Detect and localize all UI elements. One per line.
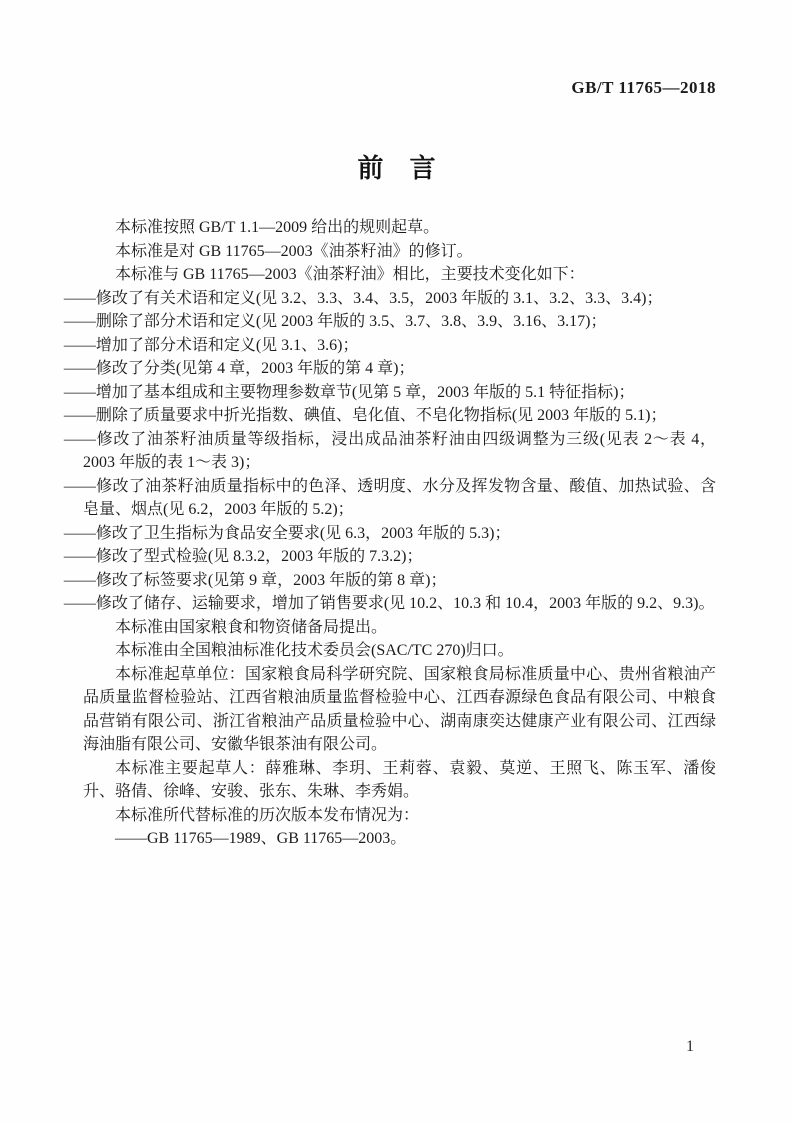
- change-list-item: ——增加了部分术语和定义(见 3.1、3.6)；: [63, 336, 359, 354]
- change-list-item: ——修改了卫生指标为食品安全要求(见 6.3，2003 年版的 5.3)；: [63, 524, 511, 542]
- page-title: 前 言: [357, 153, 436, 183]
- intro-paragraphs: [83, 216, 716, 287]
- change-list-item: ——删除了质量要求中折光指数、碘值、皂化值、不皂化物指标(见 2003 年版的 5.1)；: [63, 407, 667, 424]
- closing-paragraph: 本标准起草单位：国家粮食局科学研究院、国家粮食局标准质量中心、贵州省粮油产品质量监督检验站、江西省粮油质量监督检验中心、江西春源绿色食品有限公司、中粮食品营销有限公司、浙江省粮油产品质量检验中心、湖南康奕达健康产业有限公司、江西绿海油脂有限公司、安徽华银茶油有限公司。: [83, 665, 716, 753]
- closing-paragraph: 本标准由全国粮油标准化技术委员会(SAC/TC 270)归口。: [115, 642, 514, 659]
- change-list-item: ——修改了储存、运输要求，增加了销售要求(见 10.2、10.3 和 10.4，2003 年版的 9.2、9.3)。: [63, 595, 715, 612]
- standard-code-header: GB/T 11765—2018: [571, 78, 716, 97]
- history-version-item: ——GB 11765—1989、GB 11765—2003。: [115, 830, 407, 847]
- foreword-body: [63, 216, 716, 851]
- change-list-item: ——修改了油茶籽油质量指标中的色泽、透明度、水分及挥发物含量、酸值、加热试验、含皂量、烟点(见 6.2，2003 年版的 5.2)；: [63, 477, 716, 518]
- change-list-item: ——修改了油茶籽油质量等级指标，浸出成品油茶籽油由四级调整为三级(见表 2～表 4，2003 年版的表 1～表 3)；: [63, 430, 716, 471]
- change-list-item: ——修改了型式检验(见 8.3.2，2003 年版的 7.3.2)；: [63, 548, 423, 565]
- intro-paragraph: 本标准是对 GB 11765—2003《油茶籽油》的修订。: [115, 242, 473, 260]
- change-list-item: ——修改了标签要求(见第 9 章，2003 年版的第 8 章)；: [63, 571, 447, 589]
- change-list-item: ——修改了分类(见第 4 章，2003 年版的第 4 章)；: [63, 360, 415, 377]
- closing-paragraph: 本标准主要起草人：薛雅琳、李玥、王莉蓉、袁毅、莫逆、王照飞、陈玉军、潘俊升、骆倩、徐峰、安骏、张东、朱琳、李秀娟。: [83, 759, 716, 800]
- change-list-item: ——删除了部分术语和定义(见 2003 年版的 3.5、3.7、3.8、3.9、3.16、3.17)；: [63, 313, 607, 330]
- change-list-item: ——增加了基本组成和主要物理参数章节(见第 5 章，2003 年版的 5.1 特征指标)；: [63, 383, 635, 401]
- closing-paragraphs: [83, 616, 716, 828]
- closing-paragraph: 本标准由国家粮食和物资储备局提出。: [115, 618, 388, 636]
- intro-paragraph: 本标准按照 GB/T 1.1—2009 给出的规则起草。: [115, 219, 440, 236]
- intro-paragraph: 本标准与 GB 11765—2003《油茶籽油》相比，主要技术变化如下：: [115, 266, 585, 283]
- technical-changes-list: [63, 287, 716, 616]
- change-list-item: ——修改了有关术语和定义(见 3.2、3.3、3.4、3.5，2003 年版的 3.1、3.2、3.3、3.4)；: [63, 289, 663, 307]
- closing-paragraph: 本标准所代替标准的历次版本发布情况为：: [115, 806, 420, 824]
- page-number: 1: [686, 1038, 694, 1055]
